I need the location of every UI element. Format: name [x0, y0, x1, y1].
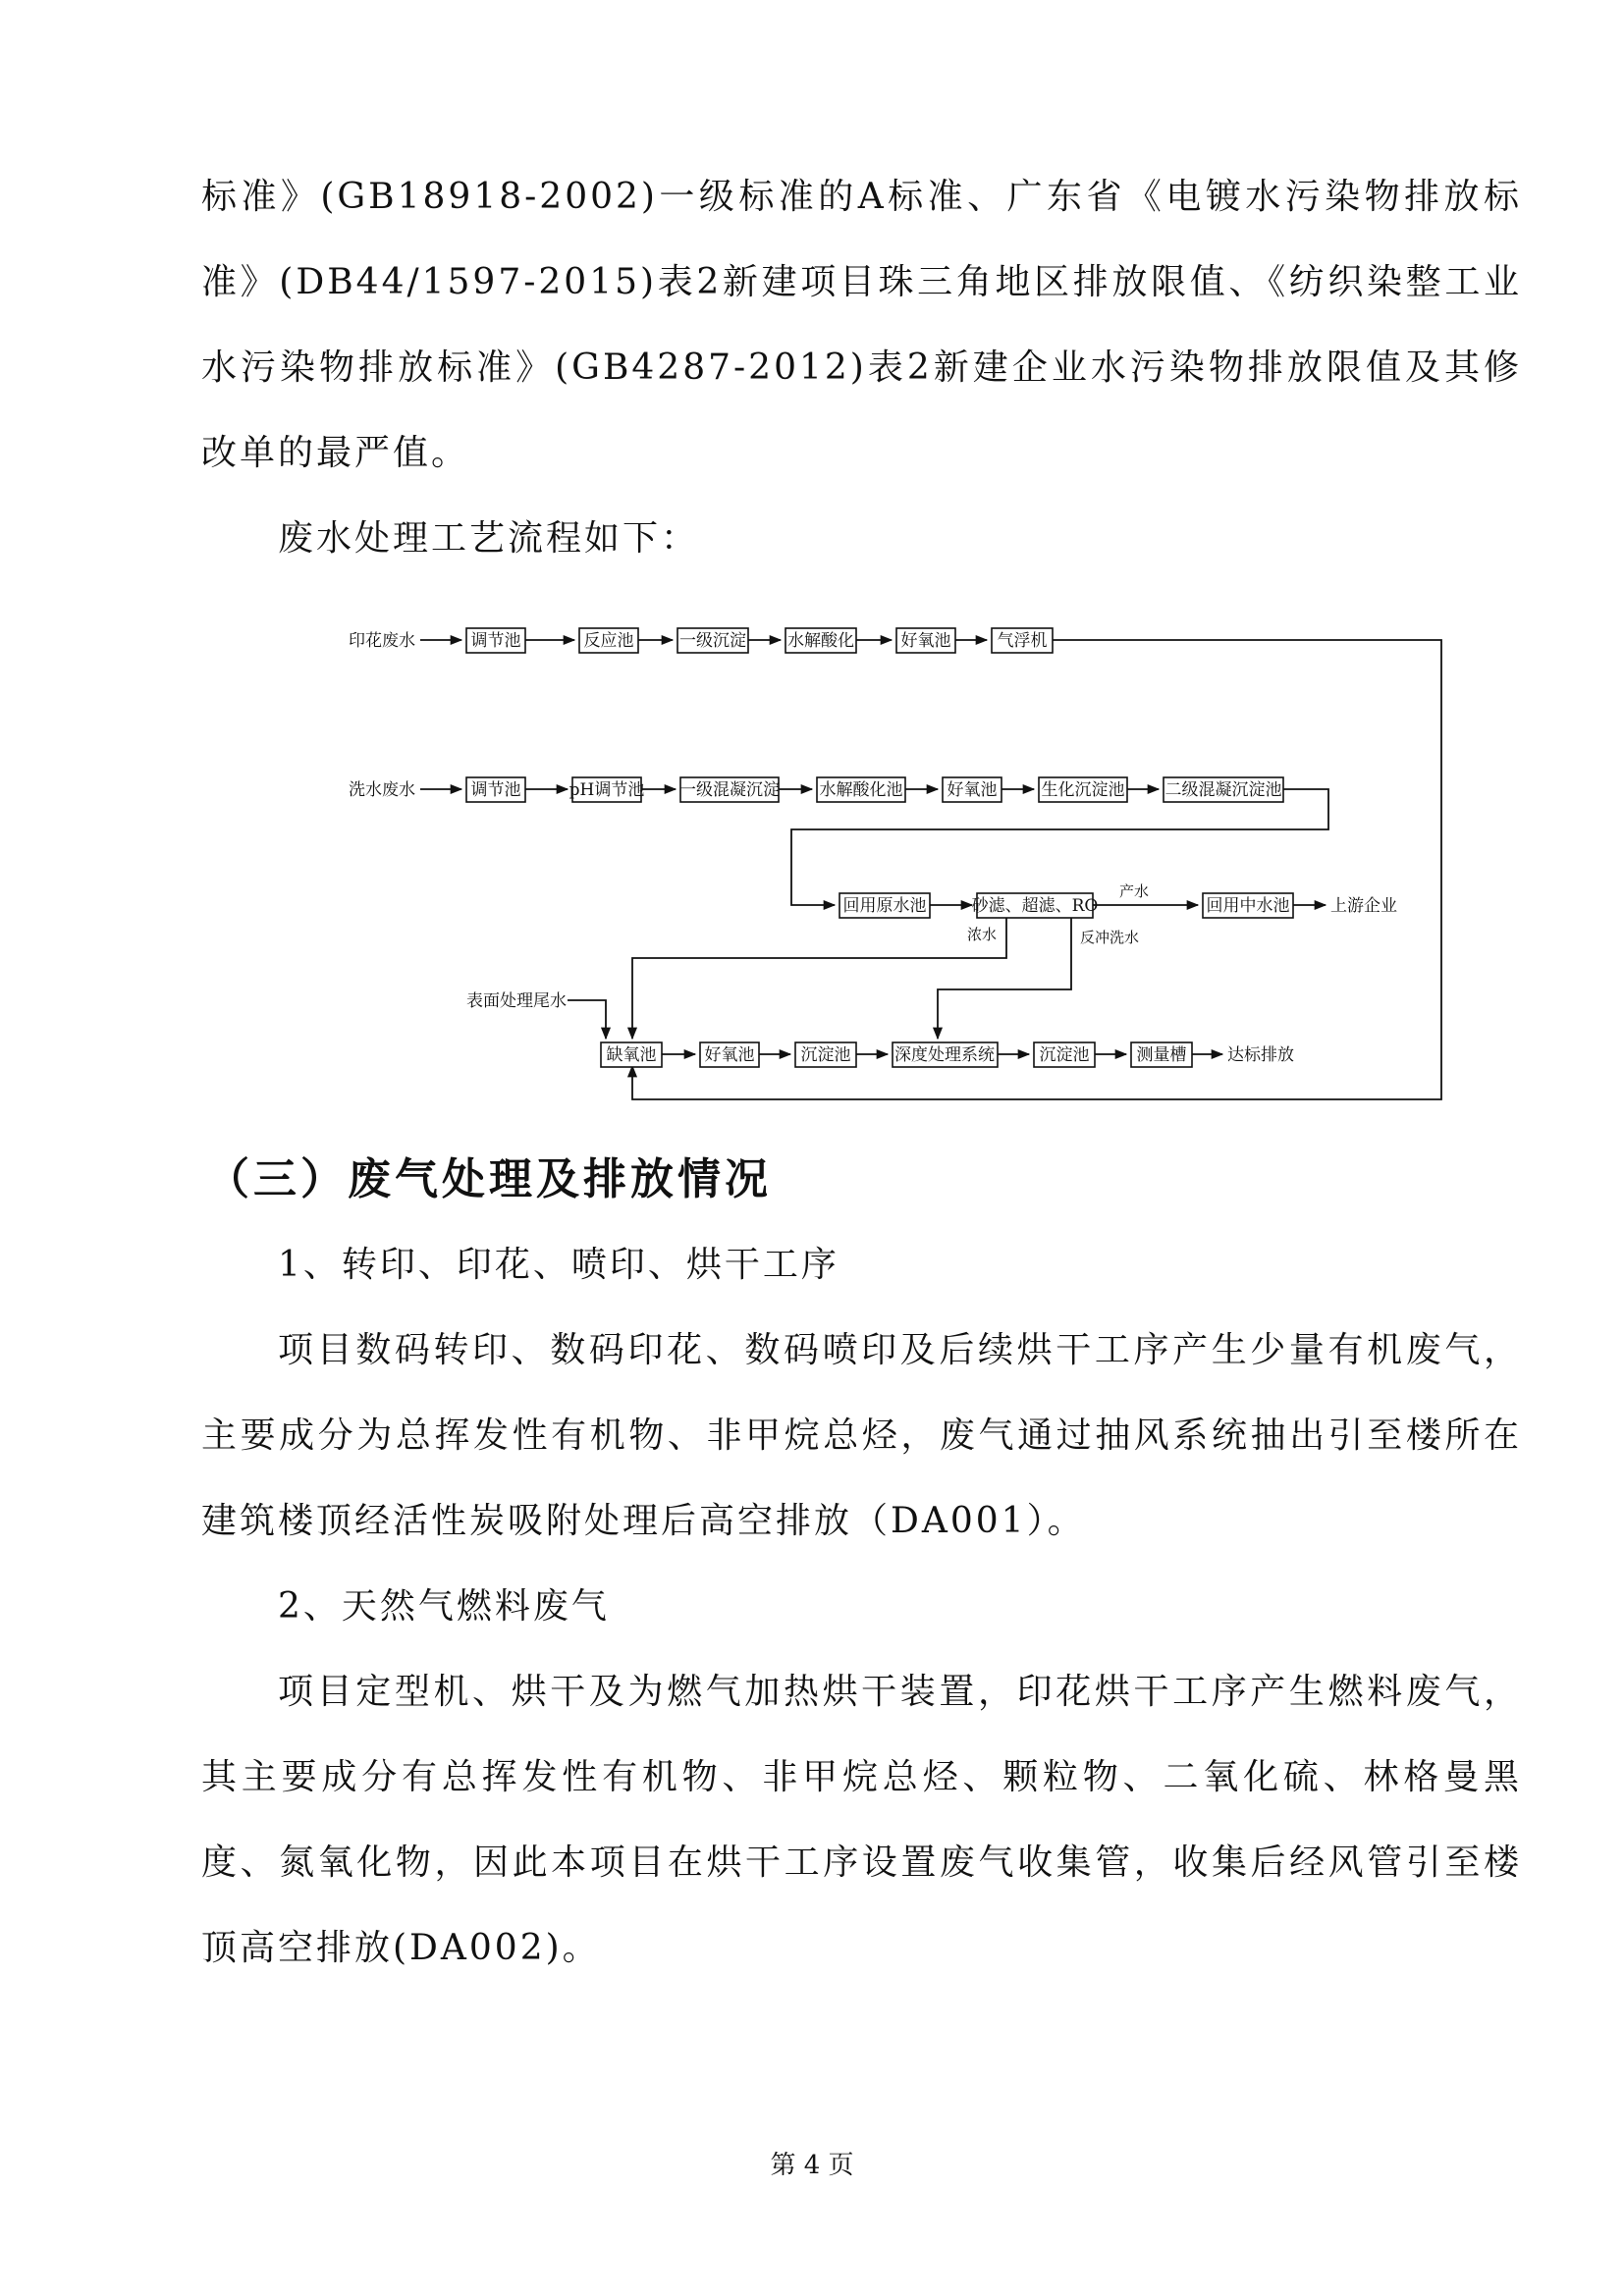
page-number: 第 4 页	[770, 2151, 854, 2180]
paragraph-flow-intro: 废水处理工艺流程如下：	[278, 518, 700, 559]
label-hydrolysis-acidification: 水解酸化	[787, 631, 854, 651]
label-primary-coagulation: 一级混凝沉淀	[679, 780, 780, 800]
wastewater-process-flow-diagram	[334, 618, 1463, 1109]
label-aerobic-tank-2: 好氧池	[947, 780, 998, 800]
label-secondary-coagulation: 二级混凝沉淀池	[1164, 780, 1282, 800]
label-regulating-tank-1: 调节池	[470, 631, 521, 651]
label-ph-regulating-tank: pH调节池	[568, 780, 645, 800]
label-filtration-ro: 砂滤、超滤、RO	[971, 896, 1099, 916]
subheading-natural-gas: 2、天然气燃料废气	[278, 1586, 610, 1627]
label-upstream-enterprise: 上游企业	[1330, 896, 1397, 916]
source-surface-treatment-tailwater: 表面处理尾水	[466, 991, 567, 1011]
label-reuse-reclaimed-water-tank: 回用中水池	[1206, 896, 1290, 916]
source-printing-wastewater: 印花废水	[349, 631, 415, 651]
source-washing-wastewater: 洗水废水	[349, 780, 415, 800]
label-sedimentation-tank-2: 沉淀池	[1039, 1045, 1090, 1065]
label-sedimentation-tank-1: 沉淀池	[800, 1045, 851, 1065]
label-advanced-treatment-system: 深度处理系统	[894, 1045, 995, 1065]
label-reaction-tank: 反应池	[583, 631, 634, 651]
label-regulating-tank-2: 调节池	[470, 780, 521, 800]
paragraph-natural-gas: 项目定型机、烘干及为燃气加热烘干装置，印花烘干工序产生燃料废气，其主要成分有总挥发性有机物、非甲烷总烃、颗粒物、二氧化硫、林格曼黑度、氮氧化物，因此本项目在烘干工序设置废气收集管，收集后经风管引至楼顶高空排放(DA002)。	[201, 1672, 1522, 1968]
label-concentrate: 浓水	[966, 926, 997, 943]
label-hydrolysis-acidification-tank: 水解酸化池	[819, 780, 903, 800]
label-measuring-tank: 测量槽	[1136, 1045, 1187, 1065]
paragraph-standards: 标准》(GB18918-2002)一级标准的A标准、广东省《电镀水污染物排放标准》(DB44/1597-2015)表2新建项目珠三角地区排放限值、《纺织染整工业水污染物排放标准》(GB4287-2012)表2新建企业水污染物排放限值及其修改单的最严值。	[201, 177, 1522, 473]
label-air-flotation: 气浮机	[997, 631, 1048, 651]
label-primary-sedimentation: 一级沉淀	[679, 631, 746, 651]
subheading-printing-drying: 1、转印、印花、喷印、烘干工序	[278, 1245, 839, 1285]
label-aerobic-tank-3: 好氧池	[704, 1045, 755, 1065]
label-biochemical-sedimentation: 生化沉淀池	[1041, 780, 1125, 800]
section-heading-waste-gas: （三）废气处理及排放情况	[206, 1154, 772, 1204]
label-anoxic-tank: 缺氧池	[606, 1045, 657, 1065]
label-compliant-discharge: 达标排放	[1227, 1045, 1294, 1065]
paragraph-printing-drying: 项目数码转印、数码印花、数码喷印及后续烘干工序产生少量有机废气，主要成分为总挥发性有机物、非甲烷总烃，废气通过抽风系统抽出引至楼所在建筑楼顶经活性炭吸附处理后高空排放（DA001）。	[201, 1330, 1522, 1541]
label-aerobic-tank-1: 好氧池	[900, 631, 951, 651]
label-product-water: 产水	[1118, 882, 1150, 900]
label-backwash-water: 反冲洗水	[1080, 929, 1140, 946]
label-reuse-raw-water-tank: 回用原水池	[842, 896, 927, 916]
